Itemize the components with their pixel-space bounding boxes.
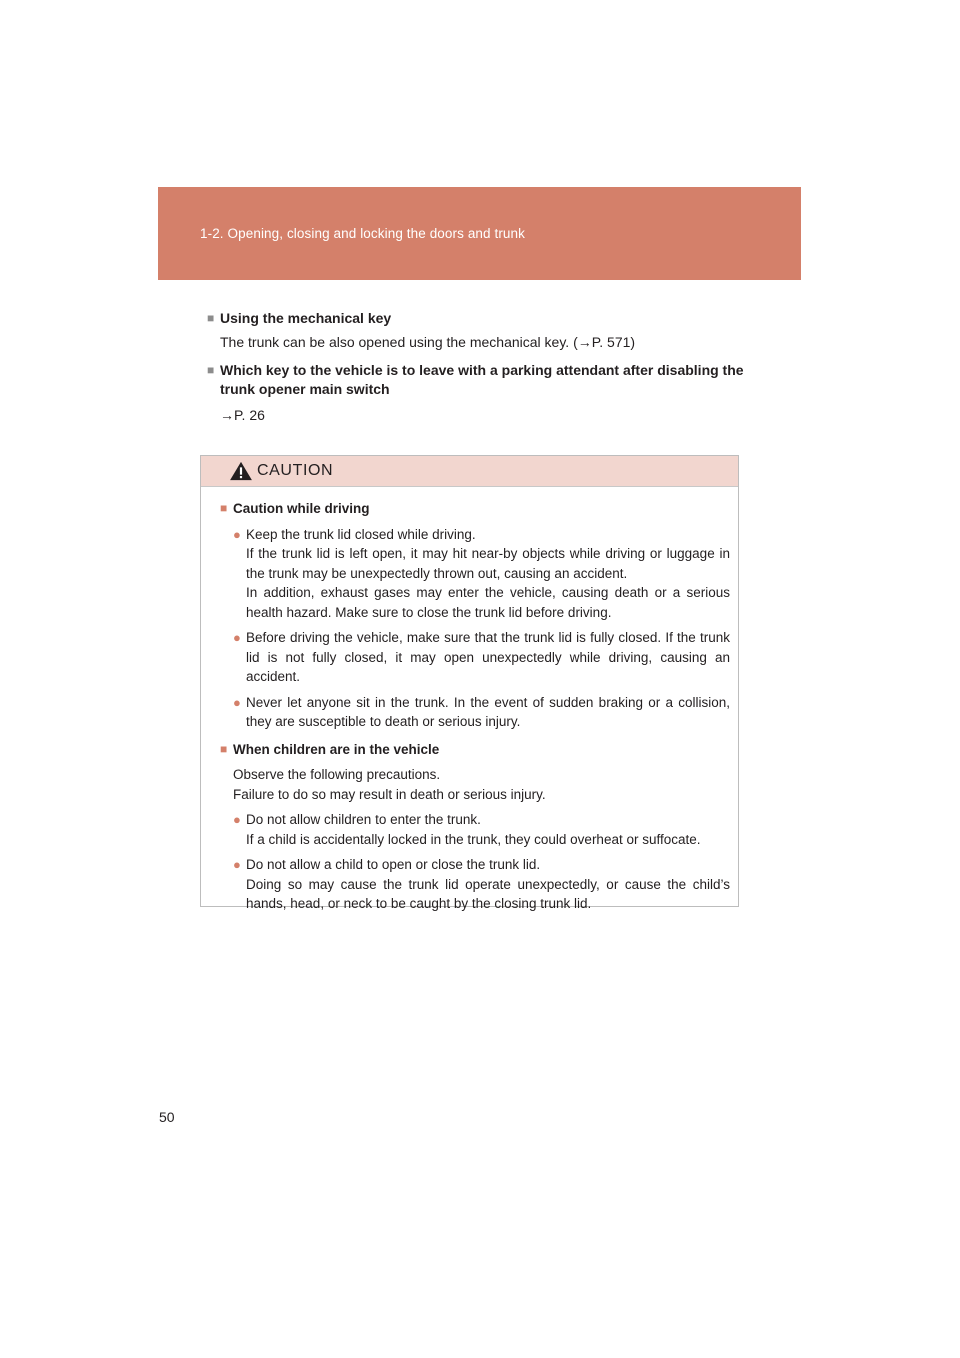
bullet-line: If the trunk lid is left open, it may hit near-by objects while driving or luggage in the trunk may be unexpectedly thrown out, causing an accident.: [246, 546, 730, 581]
caution-section-heading: [220, 499, 730, 519]
square-marker-icon: ■: [207, 363, 215, 377]
caution-bullet: [220, 628, 730, 687]
warning-triangle-icon: [228, 461, 254, 481]
bullet-dot-icon: ●: [233, 630, 241, 645]
square-marker-icon: ■: [220, 741, 228, 756]
topic-title: Which key to the vehicle is to leave with a parking attendant after disabling the trunk opener main switch: [220, 362, 744, 397]
caution-intro: [220, 765, 730, 804]
chapter-header-band: [158, 187, 801, 280]
topic-parking-attendant-key: [207, 361, 747, 425]
bullet-dot-icon: ●: [233, 857, 241, 872]
caution-box: [200, 455, 739, 911]
caution-title: CAUTION: [257, 462, 334, 479]
topic-body: The trunk can be also opened using the mechanical key. (→P. 571): [220, 334, 636, 350]
caution-section: [220, 499, 730, 732]
bullet-line: Never let anyone sit in the trunk. In the event of sudden braking or a collision, they are susceptible to death or serious injury.: [246, 694, 730, 729]
heading-text: Caution while driving: [233, 501, 370, 516]
bullet-dot-icon: ●: [233, 812, 241, 827]
bullet-line: Before driving the vehicle, make sure that the trunk lid is fully closed. If the trunk lid is not fully closed, it may open unexpectedly while driving, causing an accident.: [246, 630, 730, 684]
bullet-dot-icon: ●: [233, 526, 241, 542]
bullet-dot-icon: ●: [233, 694, 241, 710]
bullet-line: In addition, exhaust gases may enter the vehicle, causing death or a serious health hazard. Make sure to close the trunk lid before driving.: [246, 585, 730, 620]
topics-list: [207, 309, 747, 425]
bullet-line: Keep the trunk lid closed while driving.: [246, 526, 476, 542]
bullet-line: Doing so may cause the trunk lid operate unexpectedly, or cause the child’s hands, head, or neck to be caught by the closing trunk lid.: [246, 876, 730, 911]
caution-bullet: [220, 855, 730, 914]
bullet-line: If a child is accidentally locked in the trunk, they could overheat or suffocate.: [246, 831, 701, 847]
bullet-line: Do not allow a child to open or close the trunk lid.: [246, 857, 541, 872]
chapter-title: 1-2. Opening, closing and locking the doors and trunk: [200, 226, 526, 241]
topic-mechanical-key: [207, 309, 747, 352]
caution-bullet: [220, 525, 730, 623]
caution-header: [201, 456, 738, 487]
caution-section: [220, 740, 730, 914]
heading-text: When children are in the vehicle: [233, 741, 440, 757]
caution-bullet: [220, 693, 730, 732]
square-marker-icon: ■: [207, 311, 215, 325]
caution-bullet: [220, 810, 730, 849]
intro-line: Failure to do so may result in death or serious injury.: [233, 786, 546, 802]
square-marker-icon: ■: [220, 501, 228, 515]
topic-title: Using the mechanical key: [220, 310, 392, 326]
page-number: 50: [159, 1109, 175, 1125]
caution-body: [201, 487, 738, 914]
page-reference: →P. 26: [220, 407, 265, 423]
caution-section-heading: [220, 740, 730, 760]
bullet-line: Do not allow children to enter the trunk.: [246, 812, 481, 827]
intro-line: Observe the following precautions.: [233, 767, 441, 782]
